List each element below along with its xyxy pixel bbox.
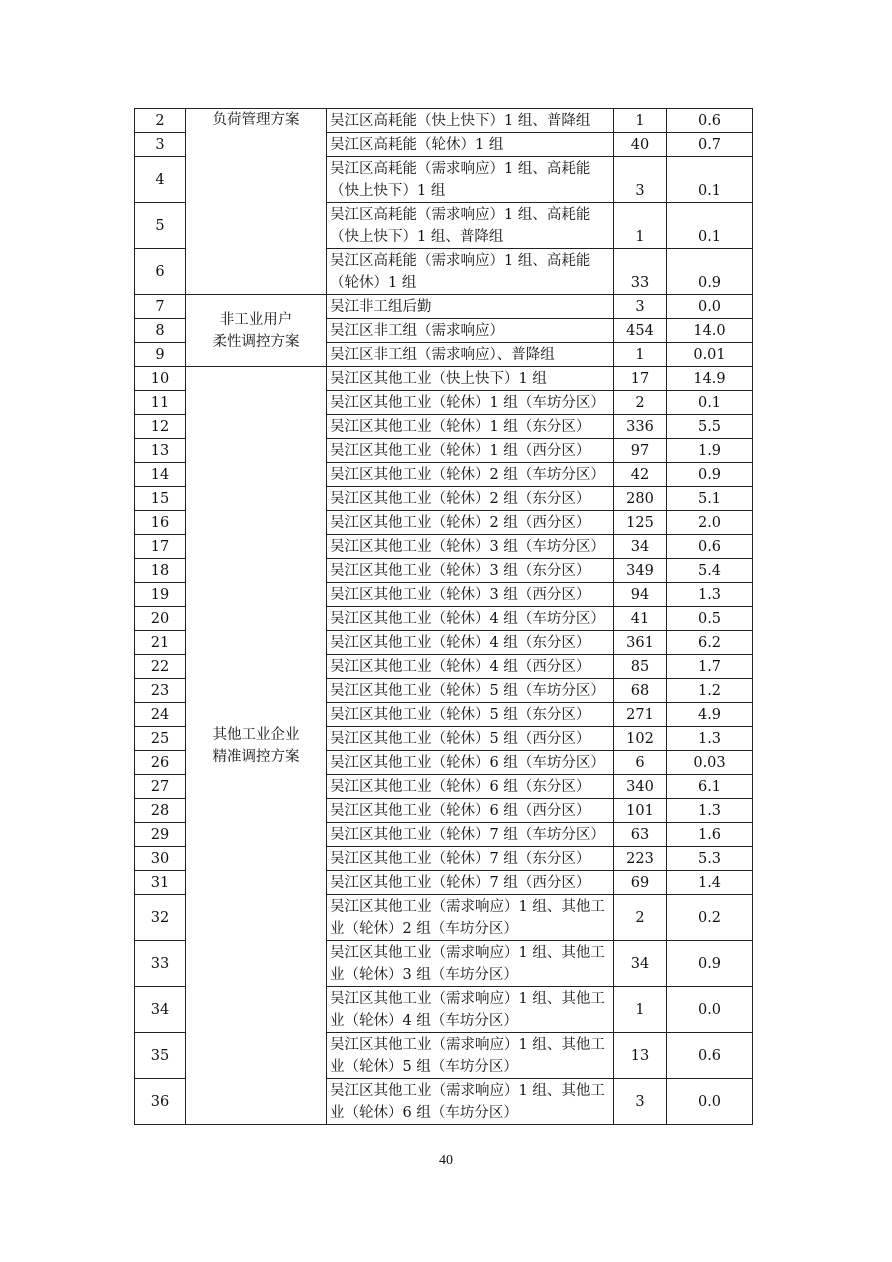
load-value: 6.2: [667, 631, 753, 655]
row-number: 12: [135, 415, 186, 439]
row-number: 26: [135, 751, 186, 775]
row-number: 3: [135, 133, 186, 157]
category-cell: 负荷管理方案: [186, 109, 327, 295]
user-count: 349: [614, 559, 667, 583]
load-value: 1.2: [667, 679, 753, 703]
group-name: 吴江区其他工业（需求响应）1 组、其他工业（轮休）4 组（车坊分区）: [327, 987, 614, 1033]
load-value: 0.2: [667, 895, 753, 941]
group-name: 吴江区其他工业（轮休）5 组（西分区）: [327, 727, 614, 751]
row-number: 32: [135, 895, 186, 941]
row-number: 15: [135, 487, 186, 511]
user-count: 1: [614, 343, 667, 367]
row-number: 13: [135, 439, 186, 463]
user-count: 336: [614, 415, 667, 439]
group-name: 吴江区其他工业（轮休）6 组（西分区）: [327, 799, 614, 823]
row-number: 18: [135, 559, 186, 583]
user-count: 2: [614, 895, 667, 941]
group-name: 吴江区高耗能（需求响应）1 组、高耗能（轮休）1 组: [327, 249, 614, 295]
plan-table-body: [135, 109, 753, 1125]
group-name: 吴江区其他工业（轮休）7 组（东分区）: [327, 847, 614, 871]
group-name: 吴江区其他工业（轮休）3 组（西分区）: [327, 583, 614, 607]
user-count: 223: [614, 847, 667, 871]
group-name: 吴江区其他工业（需求响应）1 组、其他工业（轮休）3 组（车坊分区）: [327, 941, 614, 987]
group-name: 吴江区非工组（需求响应）、普降组: [327, 343, 614, 367]
user-count: 94: [614, 583, 667, 607]
group-name: 吴江区其他工业（轮休）2 组（东分区）: [327, 487, 614, 511]
category-cell: 其他工业企业 精准调控方案: [186, 367, 327, 1125]
row-number: 4: [135, 157, 186, 203]
group-name: 吴江区高耗能（需求响应）1 组、高耗能（快上快下）1 组、普降组: [327, 203, 614, 249]
table-row: [135, 109, 753, 133]
load-value: 1.3: [667, 727, 753, 751]
row-number: 31: [135, 871, 186, 895]
group-name: 吴江区其他工业（快上快下）1 组: [327, 367, 614, 391]
row-number: 11: [135, 391, 186, 415]
group-name: 吴江区其他工业（轮休）3 组（东分区）: [327, 559, 614, 583]
row-number: 9: [135, 343, 186, 367]
row-number: 5: [135, 203, 186, 249]
group-name: 吴江区其他工业（轮休）4 组（车坊分区）: [327, 607, 614, 631]
load-value: 5.5: [667, 415, 753, 439]
load-value: 0.9: [667, 941, 753, 987]
group-name: 吴江区其他工业（轮休）3 组（车坊分区）: [327, 535, 614, 559]
row-number: 7: [135, 295, 186, 319]
table-row: [135, 295, 753, 319]
user-count: 2: [614, 391, 667, 415]
user-count: 3: [614, 157, 667, 203]
plan-table: [134, 108, 753, 1125]
load-value: 1.3: [667, 799, 753, 823]
group-name: 吴江区高耗能（需求响应）1 组、高耗能（快上快下）1 组: [327, 157, 614, 203]
load-value: 0.03: [667, 751, 753, 775]
row-number: 33: [135, 941, 186, 987]
user-count: 33: [614, 249, 667, 295]
group-name: 吴江区其他工业（轮休）5 组（车坊分区）: [327, 679, 614, 703]
load-value: 1.3: [667, 583, 753, 607]
row-number: 35: [135, 1033, 186, 1079]
load-value: 14.0: [667, 319, 753, 343]
group-name: 吴江区非工组（需求响应）: [327, 319, 614, 343]
user-count: 17: [614, 367, 667, 391]
group-name: 吴江区其他工业（轮休）5 组（东分区）: [327, 703, 614, 727]
group-name: 吴江区其他工业（轮休）4 组（西分区）: [327, 655, 614, 679]
row-number: 6: [135, 249, 186, 295]
user-count: 3: [614, 1079, 667, 1125]
row-number: 2: [135, 109, 186, 133]
user-count: 13: [614, 1033, 667, 1079]
group-name: 吴江区其他工业（轮休）7 组（车坊分区）: [327, 823, 614, 847]
load-value: 14.9: [667, 367, 753, 391]
user-count: 101: [614, 799, 667, 823]
user-count: 63: [614, 823, 667, 847]
row-number: 20: [135, 607, 186, 631]
load-value: 0.1: [667, 391, 753, 415]
group-name: 吴江区其他工业（需求响应）1 组、其他工业（轮休）5 组（车坊分区）: [327, 1033, 614, 1079]
group-name: 吴江区其他工业（轮休）2 组（西分区）: [327, 511, 614, 535]
load-value: 0.1: [667, 203, 753, 249]
load-value: 0.6: [667, 109, 753, 133]
load-value: 0.6: [667, 535, 753, 559]
user-count: 361: [614, 631, 667, 655]
user-count: 6: [614, 751, 667, 775]
load-value: 0.7: [667, 133, 753, 157]
load-value: 1.9: [667, 439, 753, 463]
load-value: 0.6: [667, 1033, 753, 1079]
row-number: 24: [135, 703, 186, 727]
row-number: 8: [135, 319, 186, 343]
load-value: 1.6: [667, 823, 753, 847]
user-count: 85: [614, 655, 667, 679]
user-count: 125: [614, 511, 667, 535]
group-name: 吴江区其他工业（轮休）4 组（东分区）: [327, 631, 614, 655]
row-number: 30: [135, 847, 186, 871]
group-name: 吴江非工组后勤: [327, 295, 614, 319]
user-count: 102: [614, 727, 667, 751]
group-name: 吴江区其他工业（轮休）6 组（东分区）: [327, 775, 614, 799]
row-number: 22: [135, 655, 186, 679]
user-count: 34: [614, 535, 667, 559]
group-name: 吴江区高耗能（轮休）1 组: [327, 133, 614, 157]
user-count: 69: [614, 871, 667, 895]
row-number: 17: [135, 535, 186, 559]
load-value: 5.4: [667, 559, 753, 583]
row-number: 23: [135, 679, 186, 703]
load-value: 0.5: [667, 607, 753, 631]
user-count: 41: [614, 607, 667, 631]
row-number: 27: [135, 775, 186, 799]
load-value: 0.9: [667, 463, 753, 487]
page-number: 40: [439, 1153, 453, 1168]
load-value: 0.0: [667, 1079, 753, 1125]
load-value: 0.1: [667, 157, 753, 203]
user-count: 340: [614, 775, 667, 799]
row-number: 10: [135, 367, 186, 391]
user-count: 271: [614, 703, 667, 727]
user-count: 1: [614, 109, 667, 133]
user-count: 1: [614, 203, 667, 249]
row-number: 34: [135, 987, 186, 1033]
user-count: 68: [614, 679, 667, 703]
load-value: 5.1: [667, 487, 753, 511]
row-number: 25: [135, 727, 186, 751]
row-number: 29: [135, 823, 186, 847]
load-value: 4.9: [667, 703, 753, 727]
load-value: 1.4: [667, 871, 753, 895]
user-count: 42: [614, 463, 667, 487]
load-value: 0.9: [667, 249, 753, 295]
user-count: 34: [614, 941, 667, 987]
row-number: 14: [135, 463, 186, 487]
load-value: 0.01: [667, 343, 753, 367]
user-count: 454: [614, 319, 667, 343]
row-number: 21: [135, 631, 186, 655]
load-value: 2.0: [667, 511, 753, 535]
user-count: 40: [614, 133, 667, 157]
category-cell: 非工业用户 柔性调控方案: [186, 295, 327, 367]
group-name: 吴江区其他工业（轮休）1 组（东分区）: [327, 415, 614, 439]
group-name: 吴江区其他工业（轮休）2 组（车坊分区）: [327, 463, 614, 487]
user-count: 280: [614, 487, 667, 511]
load-value: 0.0: [667, 295, 753, 319]
user-count: 3: [614, 295, 667, 319]
load-value: 6.1: [667, 775, 753, 799]
row-number: 28: [135, 799, 186, 823]
user-count: 1: [614, 987, 667, 1033]
row-number: 36: [135, 1079, 186, 1125]
user-count: 97: [614, 439, 667, 463]
group-name: 吴江区其他工业（需求响应）1 组、其他工业（轮休）6 组（车坊分区）: [327, 1079, 614, 1125]
group-name: 吴江区其他工业（轮休）1 组（西分区）: [327, 439, 614, 463]
table-row: [135, 367, 753, 391]
group-name: 吴江区其他工业（轮休）1 组（车坊分区）: [327, 391, 614, 415]
group-name: 吴江区其他工业（轮休）6 组（车坊分区）: [327, 751, 614, 775]
load-value: 5.3: [667, 847, 753, 871]
row-number: 19: [135, 583, 186, 607]
group-name: 吴江区其他工业（轮休）7 组（西分区）: [327, 871, 614, 895]
row-number: 16: [135, 511, 186, 535]
load-value: 1.7: [667, 655, 753, 679]
load-value: 0.0: [667, 987, 753, 1033]
group-name: 吴江区其他工业（需求响应）1 组、其他工业（轮休）2 组（车坊分区）: [327, 895, 614, 941]
group-name: 吴江区高耗能（快上快下）1 组、普降组: [327, 109, 614, 133]
